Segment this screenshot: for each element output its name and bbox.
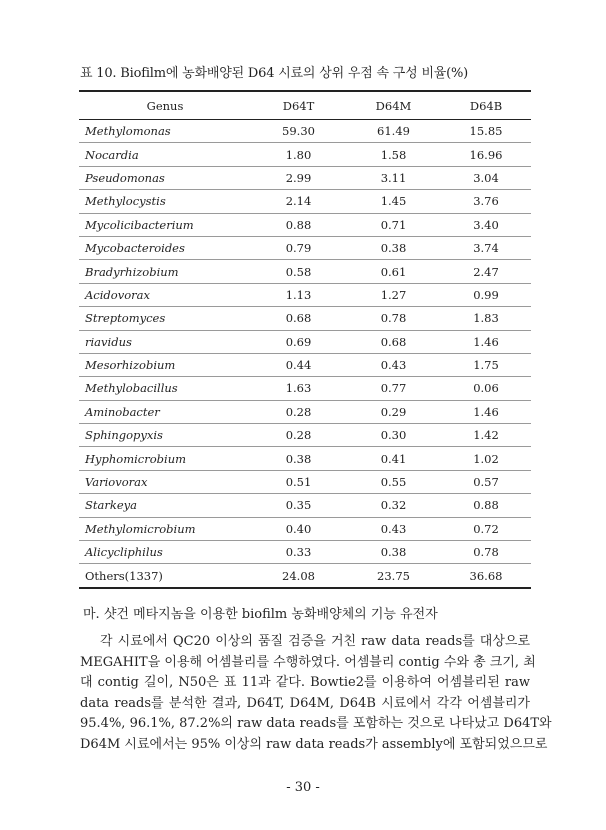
table-row xyxy=(79,494,531,517)
table-row xyxy=(79,213,531,236)
table-row xyxy=(79,283,531,306)
d64b-cell: 16.96 xyxy=(441,143,531,166)
genus-cell: Aminobacter xyxy=(79,400,251,423)
d64t-cell: 1.13 xyxy=(251,283,346,306)
d64m-cell: 0.77 xyxy=(346,377,441,400)
table-row xyxy=(79,377,531,400)
d64b-cell: 3.74 xyxy=(441,236,531,259)
table-row xyxy=(79,564,531,588)
table-caption: 표 10. Biofilm에 농화배양된 D64 시료의 상위 우점 속 구성 비율(%) xyxy=(80,66,469,81)
d64t-cell: 0.44 xyxy=(251,353,346,376)
d64b-cell: 3.04 xyxy=(441,166,531,189)
d64m-cell: 0.43 xyxy=(346,353,441,376)
paragraph-line: 각 시료에서 QC20 이상의 품질 검증을 거친 raw data reads를 대상으로 xyxy=(100,634,530,649)
d64t-cell: 0.51 xyxy=(251,470,346,493)
d64t-cell: 0.35 xyxy=(251,494,346,517)
genus-cell: riavidus xyxy=(79,330,251,353)
header-row xyxy=(79,91,531,120)
d64b-cell: 1.46 xyxy=(441,400,531,423)
column-header-d64m: D64M xyxy=(375,98,412,113)
table-header xyxy=(79,91,531,120)
paragraph-line: data reads를 분석한 결과, D64T, D64M, D64B 시료에서 각각 어셈블리가 xyxy=(80,695,530,711)
table-row xyxy=(79,424,531,447)
d64m-cell: 0.29 xyxy=(346,400,441,423)
d64b-cell: 36.68 xyxy=(441,564,531,588)
d64t-cell: 1.63 xyxy=(251,377,346,400)
d64b-cell: 0.57 xyxy=(441,470,531,493)
data-table xyxy=(79,90,531,589)
genus-cell: Mesorhizobium xyxy=(79,353,251,376)
page-number: - 30 - xyxy=(286,780,320,795)
d64b-cell: 1.75 xyxy=(441,353,531,376)
genus-cell: Others(1337) xyxy=(79,564,251,588)
section-heading: 마. 샷건 메타지놈을 이용한 biofilm 농화배양체의 기능 유전자 xyxy=(83,607,438,622)
paragraph-line: D64M 시료에서는 95% 이상의 raw data reads가 assembly에 포함되었으므로 xyxy=(80,736,548,752)
d64t-cell: 2.14 xyxy=(251,190,346,213)
d64b-cell: 0.88 xyxy=(441,494,531,517)
d64b-cell: 0.99 xyxy=(441,283,531,306)
table-row xyxy=(79,541,531,564)
d64t-cell: 0.33 xyxy=(251,541,346,564)
genus-cell: Methylomonas xyxy=(79,120,251,143)
table-row xyxy=(79,447,531,470)
d64m-cell: 61.49 xyxy=(346,120,441,143)
d64b-cell: 0.06 xyxy=(441,377,531,400)
d64t-cell: 59.30 xyxy=(251,120,346,143)
d64t-cell: 2.99 xyxy=(251,166,346,189)
d64b-cell: 1.42 xyxy=(441,424,531,447)
d64t-cell: 0.69 xyxy=(251,330,346,353)
genus-cell: Alicycliphilus xyxy=(79,541,251,564)
d64b-cell: 15.85 xyxy=(441,120,531,143)
body-paragraph xyxy=(80,632,552,756)
d64m-cell: 0.61 xyxy=(346,260,441,283)
d64t-cell: 0.38 xyxy=(251,447,346,470)
genus-cell: Sphingopyxis xyxy=(79,424,251,447)
d64t-cell: 0.40 xyxy=(251,517,346,540)
paragraph-line: MEGAHIT을 이용해 어셈블리를 수행하였다. 어셈블리 contig 수와 총 크기, 최 xyxy=(80,654,536,670)
column-header-genus: Genus xyxy=(146,98,184,113)
table-row xyxy=(79,166,531,189)
d64b-cell: 3.76 xyxy=(441,190,531,213)
genus-cell: Pseudomonas xyxy=(79,166,251,189)
d64b-cell: 1.02 xyxy=(441,447,531,470)
genus-cell: Hyphomicrobium xyxy=(79,447,251,470)
genus-cell: Acidovorax xyxy=(79,283,251,306)
genus-cell: Methylobacillus xyxy=(79,377,251,400)
column-header-d64t: D64T xyxy=(282,98,315,113)
d64m-cell: 3.11 xyxy=(346,166,441,189)
genus-cell: Streptomyces xyxy=(79,307,251,330)
table-body xyxy=(79,120,531,588)
d64m-cell: 23.75 xyxy=(346,564,441,588)
genus-cell: Starkeya xyxy=(79,494,251,517)
table-row xyxy=(79,260,531,283)
table-row xyxy=(79,143,531,166)
d64m-cell: 1.45 xyxy=(346,190,441,213)
d64m-cell: 0.32 xyxy=(346,494,441,517)
d64b-cell: 1.46 xyxy=(441,330,531,353)
d64t-cell: 0.28 xyxy=(251,400,346,423)
table-row xyxy=(79,236,531,259)
d64t-cell: 0.28 xyxy=(251,424,346,447)
d64m-cell: 1.27 xyxy=(346,283,441,306)
d64b-cell: 0.72 xyxy=(441,517,531,540)
table-row xyxy=(79,190,531,213)
paragraph-line: 대 contig 길이, N50은 표 11과 같다. Bowtie2를 이용하여 어셈블리된 raw xyxy=(80,675,530,691)
d64t-cell: 0.79 xyxy=(251,236,346,259)
genus-cell: Methylomicrobium xyxy=(79,517,251,540)
d64m-cell: 0.78 xyxy=(346,307,441,330)
d64t-cell: 24.08 xyxy=(251,564,346,588)
table-row xyxy=(79,120,531,143)
d64m-cell: 0.38 xyxy=(346,541,441,564)
d64m-cell: 0.68 xyxy=(346,330,441,353)
d64m-cell: 1.58 xyxy=(346,143,441,166)
genus-cell: Bradyrhizobium xyxy=(79,260,251,283)
genus-cell: Methylocystis xyxy=(79,190,251,213)
paragraph-line: 95.4%, 96.1%, 87.2%의 raw data reads를 포함하는 것으로 나타났고 D64T와 xyxy=(80,716,552,732)
d64m-cell: 0.43 xyxy=(346,517,441,540)
d64b-cell: 1.83 xyxy=(441,307,531,330)
genus-cell: Nocardia xyxy=(79,143,251,166)
d64m-cell: 0.55 xyxy=(346,470,441,493)
genus-composition-table xyxy=(79,90,531,589)
column-header-d64b: D64B xyxy=(469,98,503,113)
d64m-cell: 0.30 xyxy=(346,424,441,447)
table-row xyxy=(79,307,531,330)
genus-cell: Mycobacteroides xyxy=(79,236,251,259)
table-row xyxy=(79,470,531,493)
d64t-cell: 0.68 xyxy=(251,307,346,330)
d64m-cell: 0.38 xyxy=(346,236,441,259)
d64t-cell: 0.88 xyxy=(251,213,346,236)
table-row xyxy=(79,517,531,540)
d64m-cell: 0.71 xyxy=(346,213,441,236)
d64t-cell: 0.58 xyxy=(251,260,346,283)
d64m-cell: 0.41 xyxy=(346,447,441,470)
d64b-cell: 3.40 xyxy=(441,213,531,236)
table-row xyxy=(79,353,531,376)
d64b-cell: 0.78 xyxy=(441,541,531,564)
table-row xyxy=(79,400,531,423)
genus-cell: Mycolicibacterium xyxy=(79,213,251,236)
genus-cell: Variovorax xyxy=(79,470,251,493)
d64b-cell: 2.47 xyxy=(441,260,531,283)
d64t-cell: 1.80 xyxy=(251,143,346,166)
table-row xyxy=(79,330,531,353)
